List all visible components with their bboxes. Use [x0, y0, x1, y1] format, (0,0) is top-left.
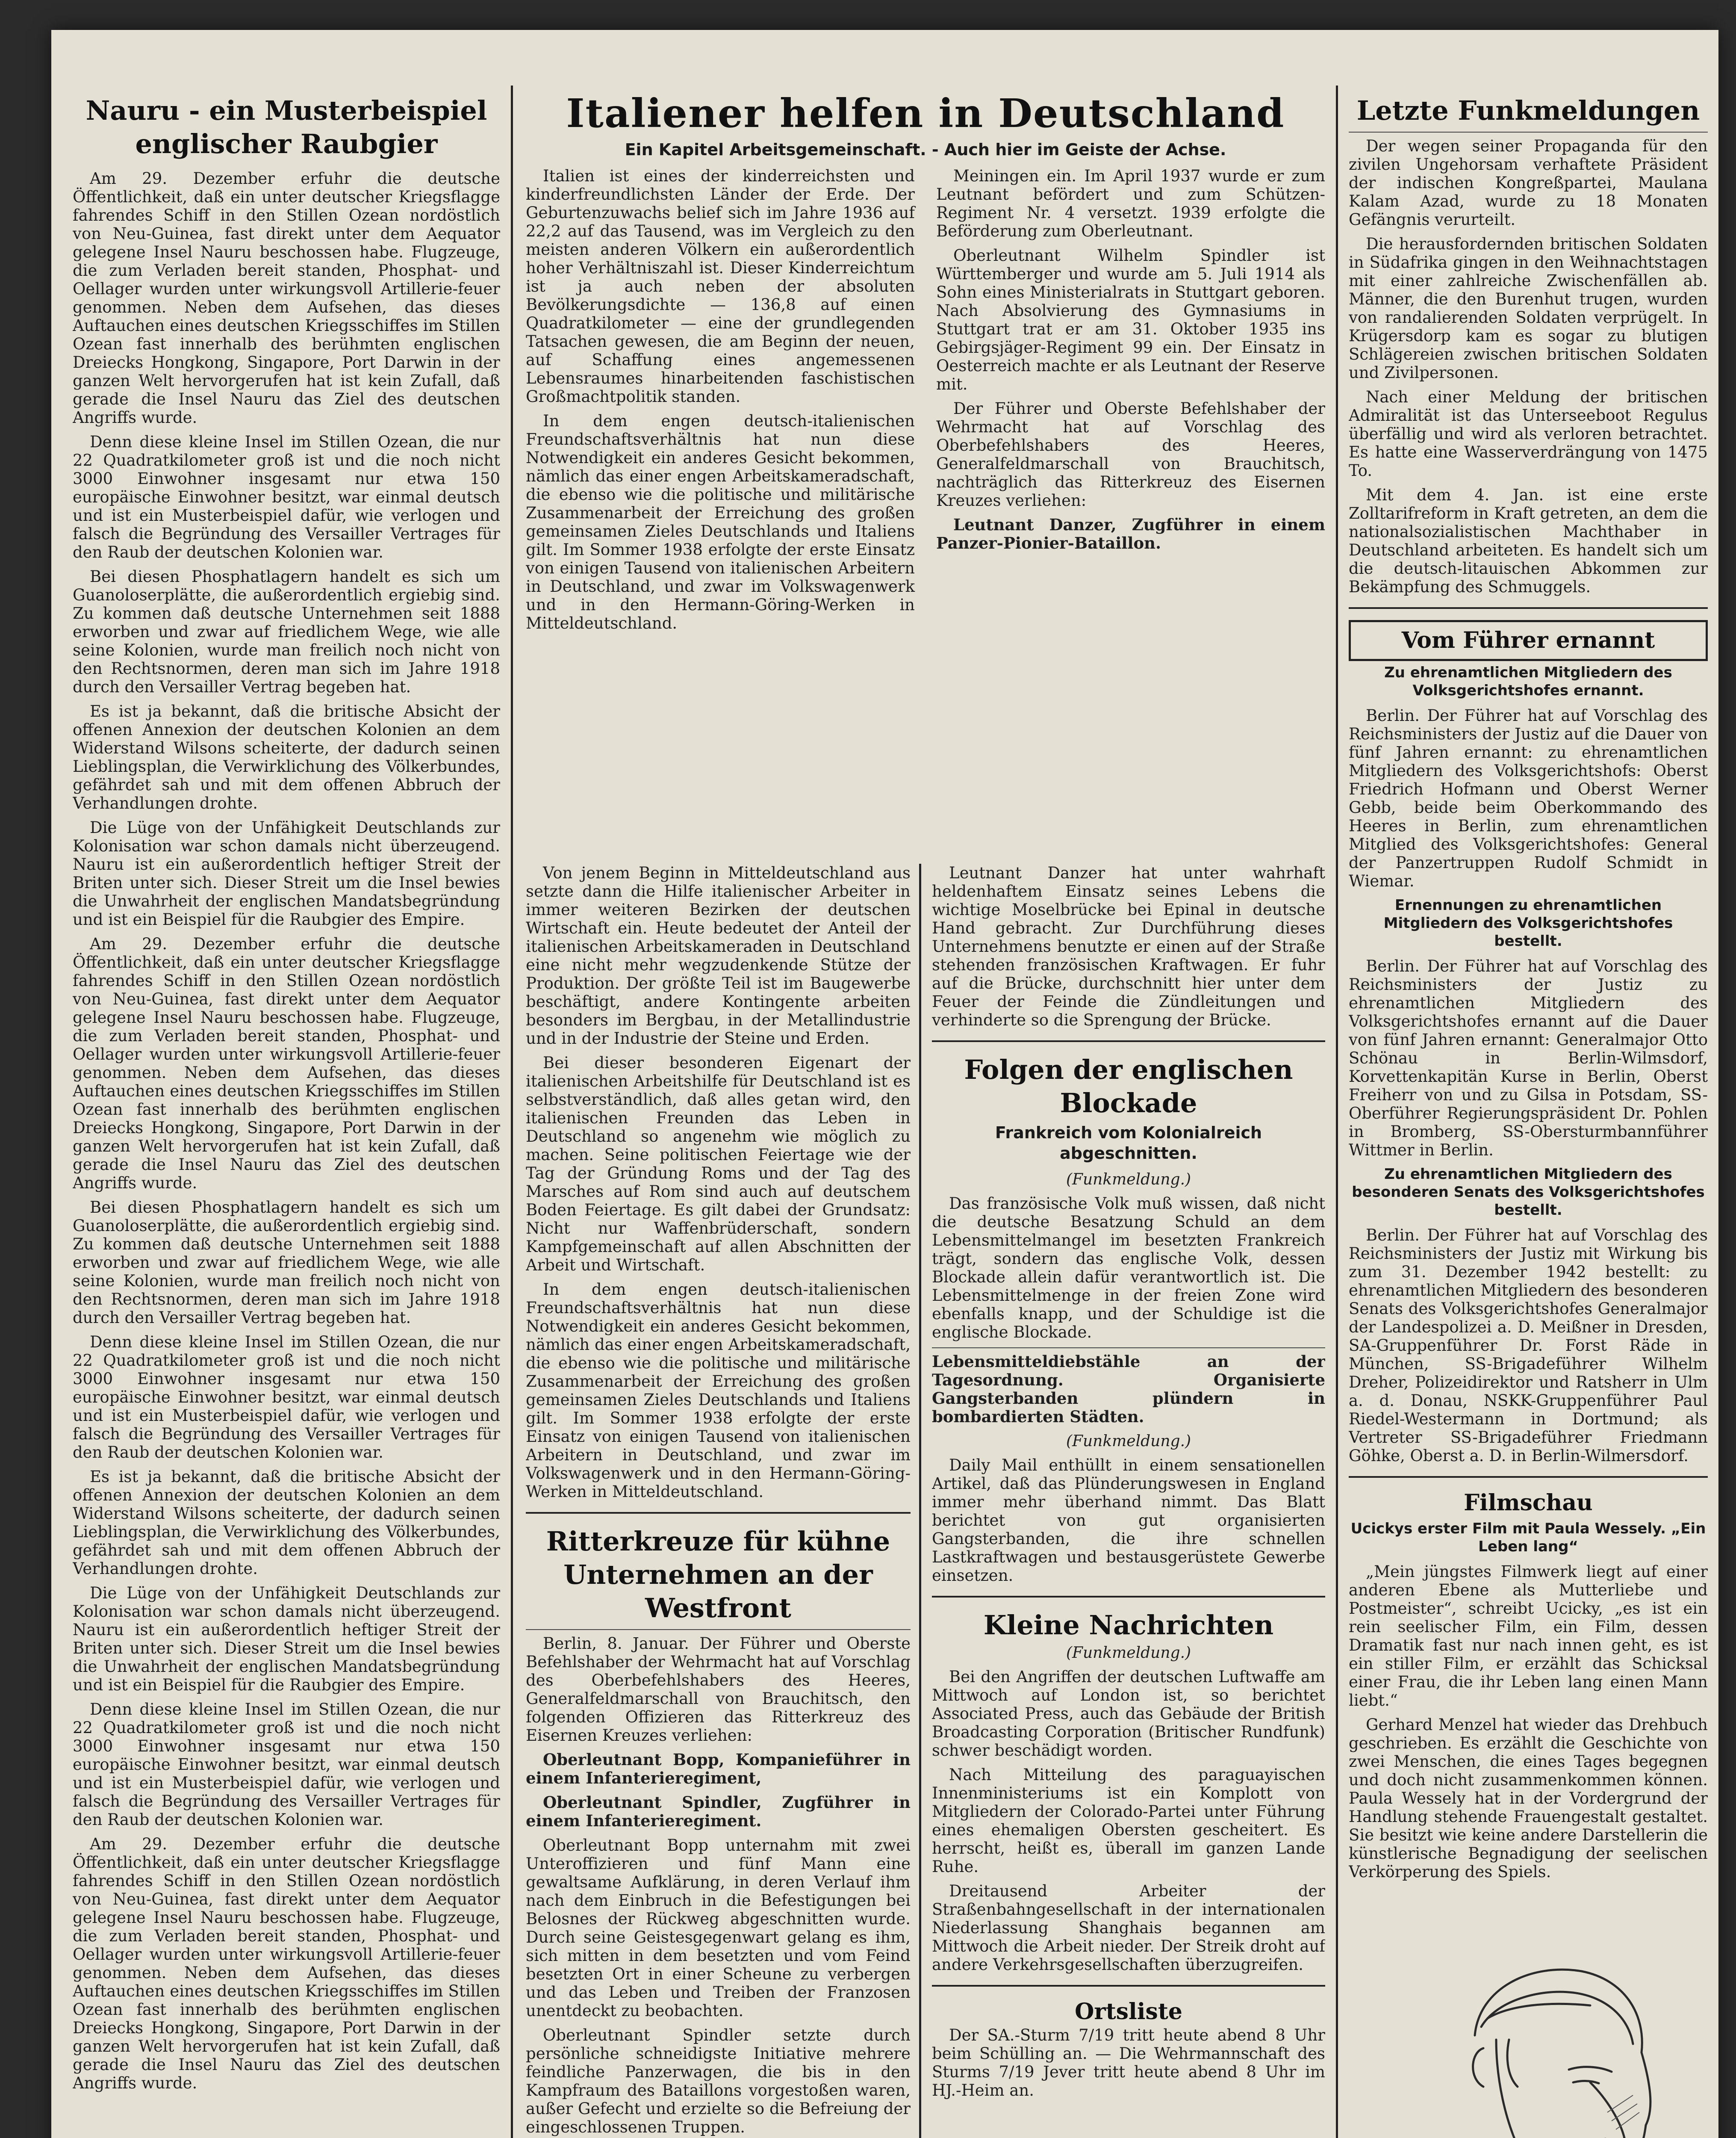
paragraph: Die Lüge von der Unfähigkeit Deutschlands zur Kolonisation war schon damals nicht überzeugend. Nauru ist ein außerordentlich heftiger Streit der Briten unter sich. Dieser Streit um die Insel bewies die Unwahrheit der englischen Mandatsbegründung und ist ein Beispiel für die Raubgier des Empire. [73, 1584, 500, 1694]
paragraph: Am 29. Dezember erfuhr die deutsche Öffentlichkeit, daß ein unter deutscher Kriegsflagge fahrendes Schiff in den Stillen Ozean nordöstlich von Neu-Guinea, fast direkt unter dem Aequator gelegene Insel Nauru beschossen habe. Flugzeuge, die zum Verladen bereit standen, Phosphat- und Oellager wurden unter wirkungsvoll Artillerie-feuer genommen. Neben dem Aufsehen, das dieses Auftauchen eines deutschen Kriegsschiffes im Stillen Ozean fast innerhalb des berühmten englischen Dreiecks Hongkong, Singapore, Port Darwin in der ganzen Welt hervorgerufen hat ist kein Zufall, daß gerade die Insel Nauru das Ziel des deutschen Angriffs wurde. [73, 935, 500, 1192]
paragraph: Die herausfordernden britischen Soldaten in Südafrika gingen in den Weihnachtstagen mit einer zahlreiche Zwischenfällen ab. Männer, die den Burenhut trugen, wurden von randalierenden Soldaten verprügelt. In Krügersdorp kam es sogar zu blutigen Schlägereien zwischen britischen Soldaten und Zivilpersonen. [1349, 235, 1708, 382]
paragraph: Bei den Angriffen der deutschen Luftwaffe am Mittwoch auf London ist, so berichtet Associated Press, auch das Gebäude der British Broadcasting Corporation (Britischer Rundfunk) schwer beschädigt worden. [932, 1668, 1325, 1760]
source-note: (Funkmeldung.) [1066, 1171, 1191, 1188]
subheadline: Zu ehrenamtlichen Mitgliedern des Volksgerichtshofes ernannt. [1384, 664, 1672, 699]
subheadline: Lebensmitteldiebstähle an der Tagesordnung. Organisierte Gangsterbanden plündern in bombardierten Städten. [932, 1352, 1325, 1426]
paragraph: „Mein jüngstes Filmwerk liegt auf einer anderen Ebene als Mutterliebe und Postmeister“, schreibt Ucicky, „es ist ein rein seelischer Film, ein Film, dessen Dramatik fast nur nach innen geht, es ist ein stiller Film, er erzählt das Schicksal einer Frau, die ihr Leben lang einen Mann liebt.“ [1349, 1562, 1708, 1710]
source-note: (Funkmeldung.) [1066, 1432, 1191, 1450]
paragraph: Bei diesen Phosphatlagern handelt es sich um Guanoloserplätte, die außerordentlich ergiebig sind. Zu kommen daß deutsche Unternehmen seit 1888 erworben und zwar auf friedlichem Wege, wie alle seine Kolonien, wurde man freilich noch nicht von den Rechtsnormen, deren man sich im Jahre 1918 durch den Versailler Vertrag begeben hat. [73, 1198, 500, 1327]
paragraph: Dreitausend Arbeiter der Straßenbahngesellschaft in der internationalen Niederlassung Shanghais begannen am Mittwoch die Arbeit nieder. Der Streik droht auf andere Verkehrsgesellschaften überzugreifen. [932, 1882, 1325, 1974]
divider [1349, 1476, 1708, 1478]
article-italiener [526, 90, 1325, 859]
headline-italiener: Italiener helfen in Deutschland [566, 90, 1285, 136]
paragraph: Die Lüge von der Unfähigkeit Deutschlands zur Kolonisation war schon damals nicht überzeugend. Nauru ist ein außerordentlich heftiger Streit der Briten unter sich. Dieser Streit um die Insel bewies die Unwahrheit der englischen Mandatsbegründung und ist ein Beispiel für die Raubgier des Empire. [73, 818, 500, 929]
column-blockade [932, 864, 1325, 2138]
paragraph: Der wegen seiner Propaganda für den zivilen Ungehorsam verhaftete Präsident der indischen Kongreßpartei, Maulana Kalam Azad, wurde zu 18 Monaten Gefängnis verurteilt. [1349, 137, 1708, 229]
paragraph: Bei dieser besonderen Eigenart der italienischen Arbeitshilfe für Deutschland ist es selbstverständlich, daß alles getan wird, den italienischen Freunden das Leben in Deutschland so angenehm wie möglich zu machen. Seine politischen Feiertage wie der Tag der Gründung Roms und der Tag des Marsches auf Rom sind auch auf deutschem Boden Feiertage. Es gilt dabei der Grundsatz: Nicht nur Waffenbrüderschaft, sondern Kampfgemeinschaft auf allen Abschnitten der Arbeit und Wirtschaft. [526, 1054, 911, 1274]
divider [932, 1596, 1325, 1598]
paragraph: Denn diese kleine Insel im Stillen Ozean, die nur 22 Quadratkilometer groß ist und die noch nicht 3000 Einwohner insgesamt nur etwa 150 europäische Einwohner besitzt, war einmal deutsch und ist ein Musterbeispiel dafür, wie verlogen und falsch die Begründung des Versailler Vertrages für den Raub der deutschen Kolonien war. [73, 1700, 500, 1829]
paragraph: Nach einer Meldung der britischen Admiralität ist das Unterseeboot Regulus überfällig und wird als verloren betrachtet. Es hatte eine Wasserverdrängung von 1475 To. [1349, 388, 1708, 480]
paragraph: Italien ist eines der kinderreichsten und kinderfreundlichsten Länder der Erde. Der Geburtenzuwachs belief sich im Jahre 1936 auf 22,2 auf das Tausend, was im Vergleich zu den meisten anderen Völkern ein außerordentlich hoher Verhältniszahl ist. Dieser Kinderreichtum ist ja auch neben der absoluten Bevölkerungsdichte — 136,8 auf einen Quadratkilometer — eine der grundlegenden Tatsachen gewesen, die am Beginn der neuen, auf Schaffung eines angemessenen Lebensraumes hinarbeitenden faschistischen Großmachtpolitik standen. [526, 167, 915, 406]
paragraph: Am 29. Dezember erfuhr die deutsche Öffentlichkeit, daß ein unter deutscher Kriegsflagge fahrendes Schiff in den Stillen Ozean nordöstlich von Neu-Guinea, fast direkt unter dem Aequator gelegene Insel Nauru beschossen habe. Flugzeuge, die zum Verladen bereit standen, Phosphat- und Oellager wurden unter wirkungsvoll Artillerie-feuer genommen. Neben dem Aufsehen, das dieses Auftauchen eines deutschen Kriegsschiffes im Stillen Ozean fast innerhalb des berühmten englischen Dreiecks Hongkong, Singapore, Port Darwin in der ganzen Welt hervorgerufen hat ist kein Zufall, daß gerade die Insel Nauru das Ziel des deutschen Angriffs wurde. [73, 169, 500, 427]
divider [526, 1512, 911, 1514]
paragraph: Meiningen ein. Im April 1937 wurde er zum Leutnant befördert und zum Schützen-Regiment Nr. 4 versetzt. 1939 erfolgte die Beförderung zum Oberleutnant. [936, 167, 1325, 240]
headline-filmschau: Filmschau [1464, 1490, 1593, 1516]
column-rule-1 [511, 86, 513, 2138]
source-note: (Funkmeldung.) [1066, 1644, 1191, 1662]
paragraph: Berlin, 8. Januar. Der Führer und Oberste Befehlshaber der Wehrmacht hat auf Vorschlag des Oberbefehlshabers des Heeres, Generalfeldmarschall von Brauchitsch, den folgenden Offizieren das Ritterkreuz des Eisernen Kreuzes verliehen: [526, 1634, 911, 1745]
paragraph: Oberleutnant Bopp, Kompanieführer in einem Infanterieregiment, [526, 1750, 911, 1787]
subheadline-blockade: Frankreich vom Kolonialreich abgeschnitten. [995, 1123, 1262, 1163]
divider [1349, 132, 1708, 133]
column-funkmeldungen [1349, 94, 1708, 1933]
paragraph: Oberleutnant Spindler setzte durch persönliche schneidigste Initiative mehrere feindliche Panzerwagen, die bis in den Kampfraum des Bataillons vorgestoßen waren, außer Gefecht und erzielte so die Befreiung der eingeschlossenen Truppen. [526, 2026, 911, 2136]
column-nauru [73, 94, 500, 2138]
paragraph: In dem engen deutsch-italienischen Freundschaftsverhältnis hat nun diese Notwendigkeit ein anderes Gesicht bekommen, nämlich das einer engen Arbeitskameradschaft, die ebenso wie die politische und militärische Zusammenarbeit der Erreichung des großen gemeinsamen Zieles Deutschlands und Italiens gilt. Im Sommer 1938 erfolgte der erste Einsatz von einigen Tausend von italienischen Arbeitern in Deutschland, und zwar im Volkswagenwerk und in den Hermann-Göring-Werken in Mitteldeutschland. [526, 412, 915, 632]
subheadline-italiener: Ein Kapitel Arbeitsgemeinschaft. - Auch hier im Geiste der Achse. [625, 140, 1226, 159]
paragraph: Nach Mitteilung des paraguayischen Innenministeriums ist ein Komplott von Mitgliedern der Colorado-Partei unter Führung eines ehemaligen Obersten gescheitert. Es herrscht, heißt es, überall im ganzen Lande Ruhe. [932, 1766, 1325, 1876]
paragraph: In dem engen deutsch-italienischen Freundschaftsverhältnis hat nun diese Notwendigkeit ein anderes Gesicht bekommen, nämlich das einer engen Arbeitskameradschaft, die ebenso wie die politische und militärische Zusammenarbeit der Erreichung des großen gemeinsamen Zieles Deutschlands und Italiens gilt. Im Sommer 1938 erfolgte der erste Einsatz von einigen Tausend von italienischen Arbeitern in Deutschland, und zwar im Volkswagenwerk und in den Hermann-Göring-Werken in Mitteldeutschland. [526, 1280, 911, 1501]
portrait-sketch [1368, 1941, 1710, 2138]
paragraph: Das französische Volk muß wissen, daß nicht die deutsche Besatzung Schuld an dem Lebensmittelmangel im besetzten Frankreich trägt, sondern das englische Volk, dessen Blockade allein dafür verantwortlich ist. Die Lebensmittelmenge in der freien Zone wird ebenfalls knapp, und der Schuldige ist die englische Blockade. [932, 1194, 1325, 1341]
paragraph: Am 29. Dezember erfuhr die deutsche Öffentlichkeit, daß ein unter deutscher Kriegsflagge fahrendes Schiff in den Stillen Ozean nordöstlich von Neu-Guinea, fast direkt unter dem Aequator gelegene Insel Nauru beschossen habe. Flugzeuge, die zum Verladen bereit standen, Phosphat- und Oellager wurden unter wirkungsvoll Artillerie-feuer genommen. Neben dem Aufsehen, das dieses Auftauchen eines deutschen Kriegsschiffes im Stillen Ozean fast innerhalb des berühmten englischen Dreiecks Hongkong, Singapore, Port Darwin in der ganzen Welt hervorgerufen hat ist kein Zufall, daß gerade die Insel Nauru das Ziel des deutschen Angriffs wurde. [73, 1835, 500, 2092]
subheadline: Zu ehrenamtlichen Mitgliedern des besonderen Senats des Volksgerichtshofes bestellt. [1352, 1166, 1705, 1219]
paragraph: Daily Mail enthüllt in einem sensationellen Artikel, daß das Plünderungswesen in England immer mehr überhand nimmt. Das Blatt berichtet von gut organisierten Gangsterbanden, die ihre schnellen Lastkraftwagen und bestausgerüstete Gewerbe einsetzen. [932, 1456, 1325, 1585]
headline-ritterkreuze: Ritterkreuze für kühne Unternehmen an der Westfront [546, 1526, 890, 1624]
paragraph: Berlin. Der Führer hat auf Vorschlag des Reichsministers der Justiz auf die Dauer von fünf Jahren ernannt: zu ehrenamtlichen Mitgliedern des Volksgerichtshofs: Oberst Friedrich Hofmann und Oberst Werner Gebb, beide beim Oberkommando des Heeres in Berlin, zum ehrenamtlichen Mitglied des Volksgerichtshofes: General der Panzertruppen Rudolf Schmidt in Wiemar. [1349, 706, 1708, 890]
paragraph: Denn diese kleine Insel im Stillen Ozean, die nur 22 Quadratkilometer groß ist und die noch nicht 3000 Einwohner insgesamt nur etwa 150 europäische Einwohner besitzt, war einmal deutsch und ist ein Musterbeispiel dafür, wie verlogen und falsch die Begründung des Versailler Vertrages für den Raub der deutschen Kolonien war. [73, 1333, 500, 1462]
divider [932, 1985, 1325, 1987]
paragraph: Der SA.-Sturm 7/19 tritt heute abend 8 Uhr beim Schülling an. — Die Wehrmannschaft des Sturms 7/19 Jever tritt heute abend 8 Uhr im HJ.-Heim an. [932, 2026, 1325, 2100]
paragraph: Mit dem 4. Jan. ist eine erste Zolltarifreform in Kraft getreten, an dem die nationalsozialistischen Machthaber in Deutschland arbeiteten. Es handelt sich um die deutsch-litauischen Abkommen zur Bekämpfung des Schmuggels. [1349, 486, 1708, 596]
column-ritterkreuze [526, 864, 911, 2138]
headline-funkmeldungen: Letzte Funkmeldungen [1356, 95, 1700, 126]
paragraph: Oberleutnant Wilhelm Spindler ist Württemberger und wurde am 5. Juli 1914 als Sohn eines Ministerialrats in Stuttgart geboren. Nach Absolvierung des Gymnasiums in Stuttgart trat er am 31. Oktober 1935 ins Gebirgsjäger-Regiment 99 ein. Der Einsatz in Oesterreich machte er als Leutnant der Reserve mit. [936, 246, 1325, 393]
headline-blockade: Folgen der englischen Blockade [964, 1054, 1293, 1119]
divider [932, 1347, 1325, 1348]
paragraph: Leutnant Danzer, Zugführer in einem Panzer-Pionier-Bataillon. [936, 515, 1325, 552]
paragraph: Berlin. Der Führer hat auf Vorschlag des Reichsministers der Justiz zu ehrenamtlichen Mitgliedern des Volksgerichtshofes ernannt auf die Dauer von fünf Jahren ernannt: Generalmajor Otto Schönau in Berlin-Wilmsdorf, Korvettenkapitän Kurse in Berlin, Oberst Freiherr von und zu Gilsa in Potsdam, SS-Oberführer Regierungspräsident Dr. Pohlen in Bromberg, SS-Obersturmbannführer Wittmer in Berlin. [1349, 957, 1708, 1159]
paragraph: Berlin. Der Führer hat auf Vorschlag des Reichsministers der Justiz mit Wirkung bis zum 31. Dezember 1942 bestellt: zu ehrenamtlichen Mitgliedern des besonderen Senats des Volksgerichtshofes Generalmajor der Landespolizei a. D. Meißner in Dresden, SA-Gruppenführer Dr. Forst Räde in München, SS-Brigadeführer Wilhelm Dreher, Polizeidirektor und Ratsherr in Ulm a. d. Donau, NSKK-Gruppenführer Paul Riedel-Westermann in Dortmund; als Vertreter SS-Brigadeführer Friedmann Göhke, Oberst a. D. in Berlin-Wilmersdorf. [1349, 1226, 1708, 1465]
paragraph: Es ist ja bekannt, daß die britische Absicht der offenen Annexion der deutschen Kolonien an dem Widerstand Wilsons scheiterte, der dadurch seinen Lieblingsplan, die Verwirklichung des Völkerbundes, gefährdet sah und mit dem offenen Abbruch der Verhandlungen drohte. [73, 1468, 500, 1578]
headline-ortsliste: Ortsliste [1075, 1999, 1182, 2025]
column-rule-2 [919, 864, 921, 2138]
paragraph: Es ist ja bekannt, daß die britische Absicht der offenen Annexion der deutschen Kolonien an dem Widerstand Wilsons scheiterte, der dadurch seinen Lieblingsplan, die Verwirklichung des Völkerbundes, gefährdet sah und mit dem offenen Abbruch der Verhandlungen drohte. [73, 702, 500, 812]
divider [526, 1629, 911, 1630]
headline-nauru: Nauru - ein Musterbeispiel englischer Raubgier [85, 95, 487, 159]
headline-kleine-nachrichten: Kleine Nachrichten [983, 1609, 1274, 1641]
subheadline: Ernennungen zu ehrenamtlichen Mitgliedern des Volksgerichtshofes bestellt. [1383, 897, 1673, 950]
paragraph: Oberleutnant Spindler, Zugführer in einem Infanterieregiment. [526, 1793, 911, 1830]
headline-fuehrer-ernannt: Vom Führer ernannt [1401, 627, 1655, 653]
paragraph: Gerhard Menzel hat wieder das Drehbuch geschrieben. Es erzählt die Geschichte von zwei Menschen, die eines Tages begegnen und doch nicht zusammenkommen können. Paula Wessely hat in der Vordergrund der Handlung stehende Frauengestalt gestaltet. Sie besitzt wie keine andere Darstellerin die künstlerische Begnadigung der seelischen Verkörperung des Spiels. [1349, 1716, 1708, 1881]
paragraph: Bei diesen Phosphatlagern handelt es sich um Guanoloserplätte, die außerordentlich ergiebig sind. Zu kommen daß deutsche Unternehmen seit 1888 erworben und zwar auf friedlichem Wege, wie alle seine Kolonien, wurde man freilich noch nicht von den Rechtsnormen, deren man sich im Jahre 1918 durch den Versailler Vertrag begeben hat. [73, 567, 500, 696]
portrait-illustration [1368, 1941, 1710, 2138]
divider [1349, 607, 1708, 609]
divider [932, 1040, 1325, 1042]
paragraph: Oberleutnant Bopp unternahm mit zwei Unteroffizieren und fünf Mann eine gewaltsame Aufklärung, in deren Verlauf ihm nach dem Einbruch in die Befestigungen bei Belosnes der Rückweg abgeschnitten wurde. Durch seine Geistesgegenwart gelang es ihm, sich mitten in dem besetzten und vom Feind besetzten Ort in einer Scheune zu verbergen und das Leben und Treiben der Franzosen unentdeckt zu beobachten. [526, 1836, 911, 2020]
headline-box [1349, 620, 1708, 661]
column-rule-3 [1336, 86, 1338, 2138]
paragraph: Von jenem Beginn in Mitteldeutschland aus setzte dann die Hilfe italienischer Arbeiter in immer weiteren Bezirken der deutschen Wirtschaft ein. Heute bedeutet der Anteil der italienischen Arbeitskameraden in Deutschland eine nicht mehr wegzudenkende Stütze der Produktion. Der größte Teil ist im Baugewerbe beschäftigt, andere Kontingente arbeiten besonders im Bergbau, in der Metallindustrie und in der Industrie der Steine und Erden. [526, 864, 911, 1048]
paragraph: Denn diese kleine Insel im Stillen Ozean, die nur 22 Quadratkilometer groß ist und die noch nicht 3000 Einwohner insgesamt nur etwa 150 europäische Einwohner besitzt, war einmal deutsch und ist ein Musterbeispiel dafür, wie verlogen und falsch die Begründung des Versailler Vertrages für den Raub der deutschen Kolonien war. [73, 433, 500, 561]
newspaper-page [51, 30, 1718, 2138]
paragraph: Leutnant Danzer hat unter wahrhaft heldenhaftem Einsatz seines Lebens die wichtige Moselbrücke bei Epinal in deutsche Hand gebracht. Zur Durchführung dieses Unternehmens benutzte er einen auf der Straße stehenden französischen Kraftwagen. Er fuhr auf die Brücke, durchschnitt hier unter dem Feuer der Feinde die Zündleitungen und verhinderte so die Sprengung der Brücke. [932, 864, 1325, 1029]
subheadline-film: Ucickys erster Film mit Paula Wessely. „Ein Leben lang“ [1350, 1520, 1706, 1555]
paragraph: Der Führer und Oberste Befehlshaber der Wehrmacht hat auf Vorschlag des Oberbefehlshabers des Heeres, Generalfeldmarschall von Brauchitsch, nachträglich das Ritterkreuz des Eisernen Kreuzes verliehen: [936, 399, 1325, 510]
